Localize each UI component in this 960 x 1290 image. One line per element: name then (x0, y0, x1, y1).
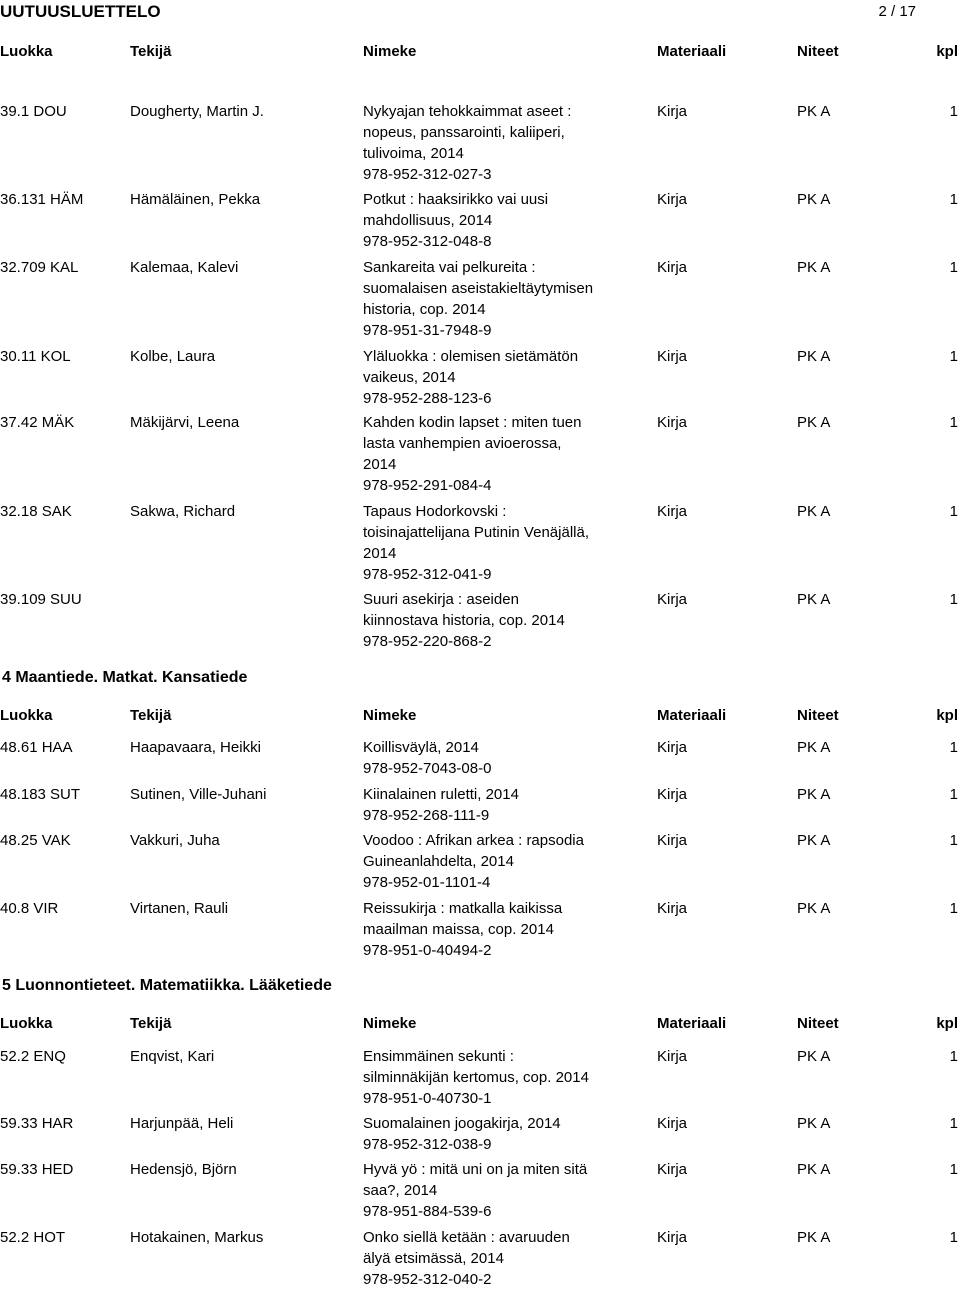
nimeke-line: Onko siellä ketään : avaruuden (363, 1229, 570, 1246)
cell-materiaali: Kirja (657, 414, 688, 431)
cell-materiaali: Kirja (657, 1048, 688, 1065)
nimeke-line: Ensimmäinen sekunti : (363, 1048, 514, 1065)
column-header-kpl: kpl (936, 43, 958, 60)
nimeke-line: Tapaus Hodorkovski : (363, 503, 507, 520)
nimeke-line: 978-952-312-041-9 (363, 566, 492, 583)
cell-materiaali: Kirja (657, 786, 688, 803)
page-header (0, 0, 960, 24)
cell-kpl: 1 (949, 1048, 958, 1065)
cell-kpl: 1 (949, 191, 958, 208)
cell-luokka: 40.8 VIR (0, 900, 59, 917)
cell-tekija: Harjunpää, Heli (130, 1115, 234, 1132)
nimeke-line: Koillisväylä, 2014 (363, 739, 479, 756)
column-header-materiaali: Materiaali (657, 43, 727, 60)
cell-kpl: 1 (949, 1115, 958, 1132)
nimeke-line: 978-952-220-868-2 (363, 633, 492, 650)
nimeke-line: silminnäkijän kertomus, cop. 2014 (363, 1069, 589, 1086)
nimeke-line: 2014 (363, 545, 397, 562)
cell-luokka: 30.11 KOL (0, 348, 71, 365)
cell-luokka: 48.25 VAK (0, 832, 71, 849)
column-header-nimeke: Nimeke (363, 707, 417, 724)
cell-materiaali: Kirja (657, 503, 688, 520)
cell-luokka: 39.109 SUU (0, 591, 82, 608)
nimeke-line: 978-951-884-539-6 (363, 1203, 492, 1220)
cell-tekija: Enqvist, Kari (130, 1048, 215, 1065)
cell-niteet: PK A (797, 739, 831, 756)
cell-nimeke (363, 189, 648, 252)
cell-materiaali: Kirja (657, 832, 688, 849)
cell-niteet: PK A (797, 103, 831, 120)
nimeke-line: Yläluokka : olemisen sietämätön (363, 348, 579, 365)
cell-niteet: PK A (797, 414, 831, 431)
cell-luokka: 36.131 HÄM (0, 191, 84, 208)
cell-tekija: Hedensjö, Björn (130, 1161, 237, 1178)
column-header-tekija: Tekijä (130, 1015, 172, 1032)
nimeke-line: lasta vanhempien avioerossa, (363, 435, 562, 452)
cell-kpl: 1 (949, 900, 958, 917)
cell-luokka: 32.18 SAK (0, 503, 72, 520)
column-header-tekija: Tekijä (130, 707, 172, 724)
cell-kpl: 1 (949, 1161, 958, 1178)
cell-tekija: Hämäläinen, Pekka (130, 191, 261, 208)
section-title: 4 Maantiede. Matkat. Kansatiede (2, 669, 248, 686)
nimeke-line: Reissukirja : matkalla kaikissa (363, 900, 563, 917)
column-header-luokka: Luokka (0, 1015, 53, 1032)
cell-nimeke (363, 1159, 648, 1222)
cell-niteet: PK A (797, 1229, 831, 1246)
cell-niteet: PK A (797, 1048, 831, 1065)
nimeke-line: maailman maissa, cop. 2014 (363, 921, 554, 938)
cell-nimeke (363, 737, 648, 779)
nimeke-line: 978-952-7043-08-0 (363, 760, 492, 777)
cell-nimeke (363, 101, 648, 185)
nimeke-line: 978-952-312-038-9 (363, 1136, 492, 1153)
nimeke-line: vaikeus, 2014 (363, 369, 456, 386)
column-header-row (0, 41, 960, 61)
cell-niteet: PK A (797, 900, 831, 917)
cell-tekija: Sutinen, Ville-Juhani (130, 786, 267, 803)
cell-kpl: 1 (949, 786, 958, 803)
cell-luokka: 52.2 ENQ (0, 1048, 66, 1065)
column-header-niteet: Niteet (797, 707, 839, 724)
nimeke-line: toisinajattelijana Putinin Venäjällä, (363, 524, 589, 541)
page-number: 2 / 17 (878, 3, 916, 20)
cell-kpl: 1 (949, 1229, 958, 1246)
cell-nimeke (363, 257, 648, 341)
cell-materiaali: Kirja (657, 900, 688, 917)
cell-materiaali: Kirja (657, 191, 688, 208)
cell-luokka: 59.33 HED (0, 1161, 74, 1178)
cell-kpl: 1 (949, 503, 958, 520)
cell-kpl: 1 (949, 739, 958, 756)
column-header-materiaali: Materiaali (657, 1015, 727, 1032)
cell-tekija: Mäkijärvi, Leena (130, 414, 240, 431)
cell-niteet: PK A (797, 1161, 831, 1178)
column-header-row (0, 705, 960, 725)
nimeke-line: 978-952-312-048-8 (363, 233, 492, 250)
nimeke-line: kiinnostava historia, cop. 2014 (363, 612, 565, 629)
nimeke-line: Nykyajan tehokkaimmat aseet : (363, 103, 572, 120)
document-title: UUTUUSLUETTELO (0, 2, 161, 21)
cell-materiaali: Kirja (657, 259, 688, 276)
cell-tekija: Dougherty, Martin J. (130, 103, 264, 120)
cell-tekija: Virtanen, Rauli (130, 900, 229, 917)
column-header-luokka: Luokka (0, 43, 53, 60)
cell-luokka: 59.33 HAR (0, 1115, 74, 1132)
cell-tekija: Hotakainen, Markus (130, 1229, 264, 1246)
nimeke-line: Potkut : haaksirikko vai uusi (363, 191, 549, 208)
nimeke-line: mahdollisuus, 2014 (363, 212, 493, 229)
cell-nimeke (363, 784, 648, 826)
nimeke-line: Guineanlahdelta, 2014 (363, 853, 514, 870)
cell-kpl: 1 (949, 259, 958, 276)
cell-luokka: 39.1 DOU (0, 103, 67, 120)
nimeke-line: nopeus, panssarointi, kaliiperi, (363, 124, 565, 141)
column-header-tekija: Tekijä (130, 43, 172, 60)
cell-kpl: 1 (949, 348, 958, 365)
cell-materiaali: Kirja (657, 591, 688, 608)
nimeke-line: älyä etsimässä, 2014 (363, 1250, 504, 1267)
cell-nimeke (363, 501, 648, 585)
cell-luokka: 52.2 HOT (0, 1229, 66, 1246)
column-header-niteet: Niteet (797, 1015, 839, 1032)
nimeke-line: 2014 (363, 456, 397, 473)
section-title: 5 Luonnontieteet. Matematiikka. Lääketiede (2, 977, 332, 994)
nimeke-line: Suuri asekirja : aseiden (363, 591, 519, 608)
column-header-niteet: Niteet (797, 43, 839, 60)
cell-nimeke (363, 898, 648, 961)
cell-nimeke (363, 1046, 648, 1109)
nimeke-line: Kahden kodin lapset : miten tuen (363, 414, 582, 431)
cell-kpl: 1 (949, 414, 958, 431)
column-header-nimeke: Nimeke (363, 43, 417, 60)
nimeke-line: 978-951-0-40494-2 (363, 942, 492, 959)
nimeke-line: Hyvä yö : mitä uni on ja miten sitä (363, 1161, 588, 1178)
cell-materiaali: Kirja (657, 1115, 688, 1132)
column-header-kpl: kpl (936, 707, 958, 724)
cell-luokka: 32.709 KAL (0, 259, 79, 276)
cell-materiaali: Kirja (657, 1161, 688, 1178)
nimeke-line: 978-951-0-40730-1 (363, 1090, 492, 1107)
column-header-kpl: kpl (936, 1015, 958, 1032)
nimeke-line: Kiinalainen ruletti, 2014 (363, 786, 519, 803)
cell-kpl: 1 (949, 591, 958, 608)
nimeke-line: Sankareita vai pelkureita : (363, 259, 536, 276)
cell-tekija: Haapavaara, Heikki (130, 739, 261, 756)
cell-niteet: PK A (797, 259, 831, 276)
cell-materiaali: Kirja (657, 739, 688, 756)
cell-materiaali: Kirja (657, 348, 688, 365)
cell-luokka: 37.42 MÄK (0, 414, 75, 431)
cell-nimeke (363, 1227, 648, 1290)
cell-niteet: PK A (797, 1115, 831, 1132)
cell-nimeke (363, 412, 648, 496)
cell-nimeke (363, 589, 648, 652)
cell-niteet: PK A (797, 832, 831, 849)
cell-niteet: PK A (797, 786, 831, 803)
cell-niteet: PK A (797, 503, 831, 520)
cell-tekija: Sakwa, Richard (130, 503, 236, 520)
nimeke-line: Suomalainen joogakirja, 2014 (363, 1115, 561, 1132)
cell-kpl: 1 (949, 103, 958, 120)
cell-tekija: Kolbe, Laura (130, 348, 216, 365)
column-header-nimeke: Nimeke (363, 1015, 417, 1032)
nimeke-line: Voodoo : Afrikan arkea : rapsodia (363, 832, 584, 849)
cell-niteet: PK A (797, 348, 831, 365)
nimeke-line: 978-952-291-084-4 (363, 477, 492, 494)
cell-nimeke (363, 830, 648, 893)
cell-materiaali: Kirja (657, 1229, 688, 1246)
cell-niteet: PK A (797, 191, 831, 208)
cell-kpl: 1 (949, 832, 958, 849)
nimeke-line: 978-952-288-123-6 (363, 390, 492, 407)
nimeke-line: tulivoima, 2014 (363, 145, 464, 162)
cell-nimeke (363, 346, 648, 409)
nimeke-line: 978-951-31-7948-9 (363, 322, 492, 339)
cell-materiaali: Kirja (657, 103, 688, 120)
cell-nimeke (363, 1113, 648, 1155)
cell-luokka: 48.183 SUT (0, 786, 81, 803)
nimeke-line: 978-952-312-027-3 (363, 166, 492, 183)
column-header-luokka: Luokka (0, 707, 53, 724)
nimeke-line: saa?, 2014 (363, 1182, 438, 1199)
nimeke-line: 978-952-312-040-2 (363, 1271, 492, 1288)
nimeke-line: suomalaisen aseistakieltäytymisen (363, 280, 594, 297)
cell-luokka: 48.61 HAA (0, 739, 73, 756)
nimeke-line: historia, cop. 2014 (363, 301, 486, 318)
nimeke-line: 978-952-268-111-9 (363, 807, 490, 824)
column-header-row (0, 1013, 960, 1033)
cell-niteet: PK A (797, 591, 831, 608)
cell-tekija: Kalemaa, Kalevi (130, 259, 239, 276)
nimeke-line: 978-952-01-1101-4 (363, 874, 491, 891)
cell-tekija: Vakkuri, Juha (130, 832, 220, 849)
column-header-materiaali: Materiaali (657, 707, 727, 724)
